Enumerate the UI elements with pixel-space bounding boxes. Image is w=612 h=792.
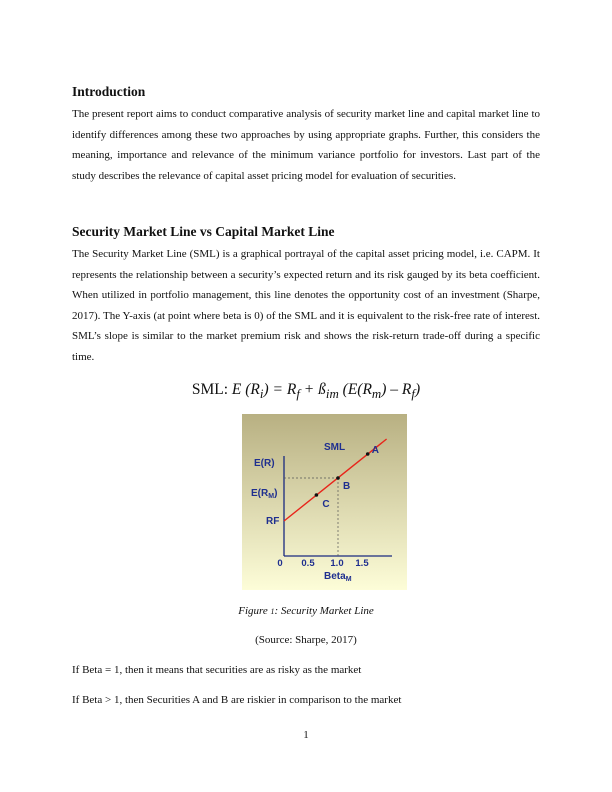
x-axis-label: Beta$_M$: [324, 571, 352, 583]
point-c: [315, 493, 319, 497]
introduction-paragraph: The present report aims to conduct comparative analysis of security market line and capital market line to identify differences among these two approaches by using appropriate graphs. Further, this considers the meaning, importance and relevance of the minimum variance portfolio for investors. Last part of the study describes the relevance of capital asset pricing model for evaluation of securities.: [72, 108, 540, 182]
y-marker-erm: $E(R_M)$: [251, 488, 278, 500]
introduction-heading: Introduction: [72, 84, 146, 99]
sml-formula: SML: E $(R_i) = R_f$ + $ß_{im}$ $(E(R_m) - R_f)$: [191, 381, 421, 402]
x-tick-1: 0.5: [301, 558, 315, 569]
y-marker-rf: RF: [266, 516, 280, 527]
y-axis-label: E(R): [254, 458, 275, 469]
chart-title: SML: [324, 442, 346, 453]
x-tick-2: 1.0: [330, 558, 344, 569]
point-label-b: B: [343, 481, 351, 492]
sml-section-paragraph: The Security Market Line (SML) is a graphical portrayal of the capital asset pricing model, i.e. CAPM. It represents the relationship between a security’s expected return and its risk gauged by its beta coefficient. When utilized in portfolio management, this line denotes the opportunity cost of an investment (Sharpe, 2017). The Y-axis (at point where beta is 0) of the SML and it is equivalent to the risk-free rate of interest. SML’s slope is similar to the market premium risk and shows the risk-return trade-off during a specific time.: [72, 248, 540, 363]
figure-source: (Source: Sharpe, 2017): [255, 634, 357, 646]
page-number: 1: [303, 729, 309, 741]
point-a: [366, 452, 370, 456]
sml-section-heading: Security Market Line vs Capital Market Line: [72, 224, 335, 239]
point-label-a: A: [371, 445, 379, 456]
x-tick-0: 0: [277, 558, 283, 569]
note-beta-equal-one: If Beta = 1, then it means that securities are as risky as the market: [72, 664, 362, 676]
x-tick-3: 1.5: [355, 558, 369, 569]
point-b: [336, 476, 340, 480]
point-label-c: C: [322, 499, 330, 510]
figure-caption: Figure 1: Security Market Line: [238, 605, 374, 617]
note-beta-greater-one: If Beta > 1, then Securities A and B are riskier in comparison to the market: [72, 694, 402, 706]
sml-chart: [242, 414, 407, 590]
